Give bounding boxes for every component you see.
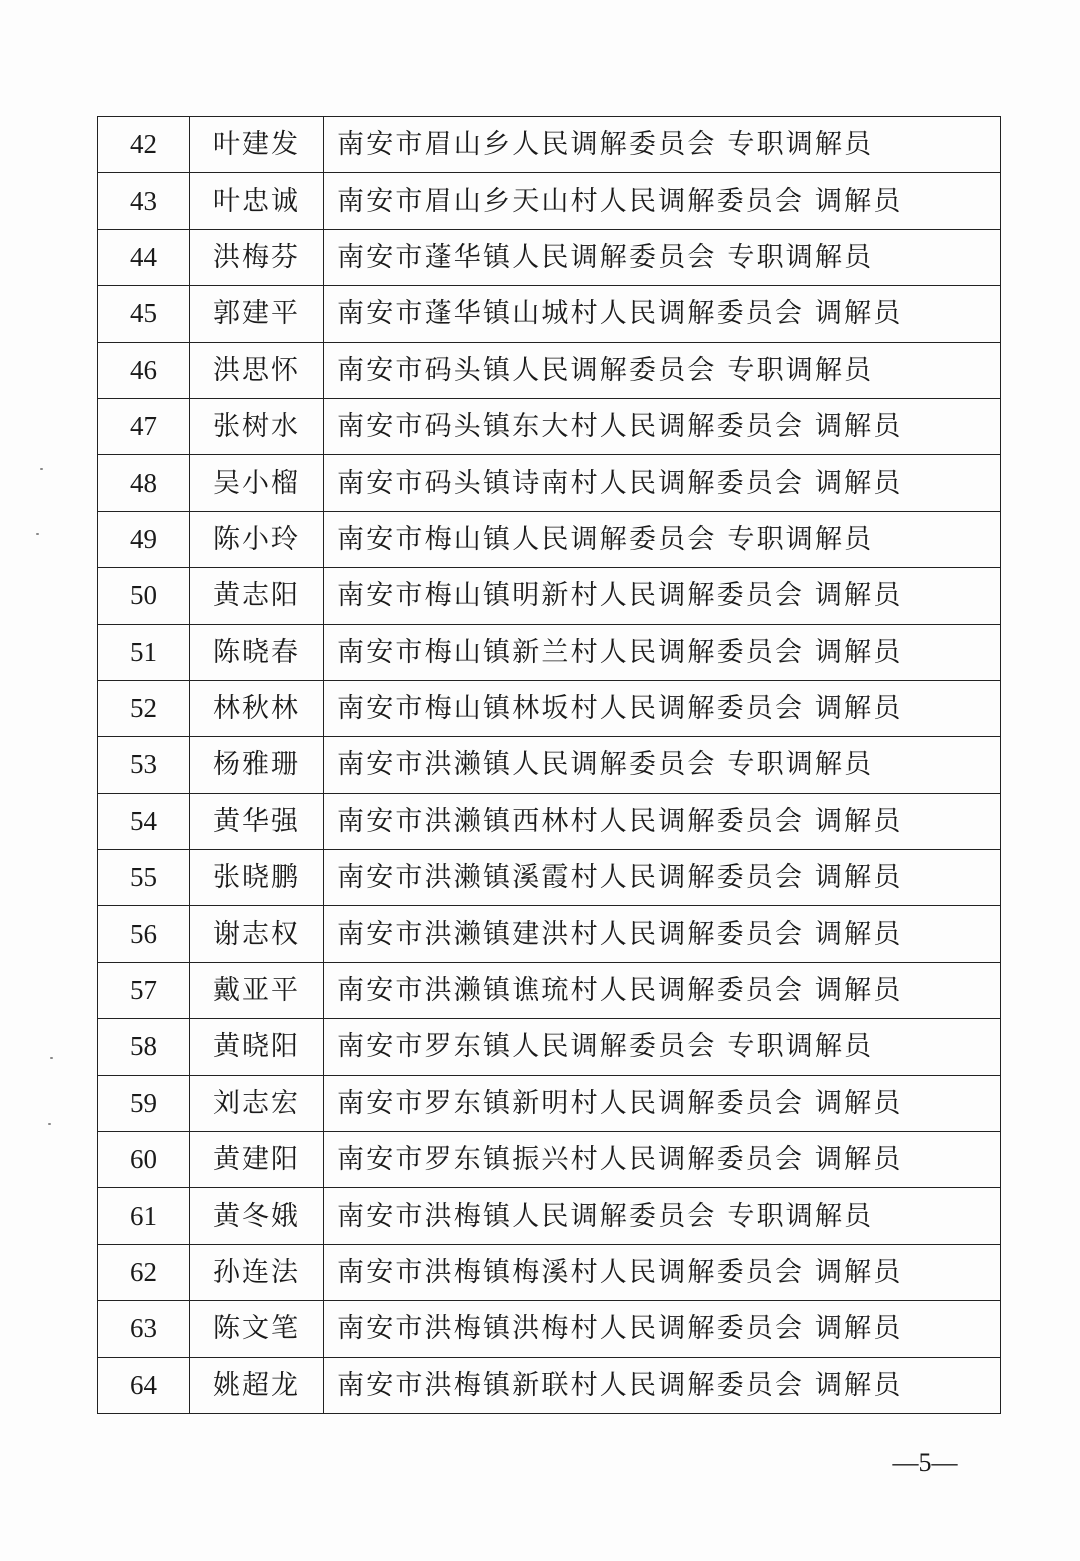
table-row bbox=[98, 1301, 1001, 1357]
mediator-name-cell: 林秋林 bbox=[190, 680, 324, 736]
mediator-name-cell: 谢志权 bbox=[190, 906, 324, 962]
table-row bbox=[98, 455, 1001, 511]
roster-body bbox=[98, 117, 1001, 1414]
organization-role-cell: 南安市洪梅镇梅溪村人民调解委员会 调解员 bbox=[324, 1244, 1001, 1300]
mediator-name-cell: 叶建发 bbox=[190, 117, 324, 173]
row-number-cell: 63 bbox=[98, 1301, 190, 1357]
table-row bbox=[98, 737, 1001, 793]
mediator-name-cell: 吴小榴 bbox=[190, 455, 324, 511]
row-number-cell: 48 bbox=[98, 455, 190, 511]
row-number-cell: 50 bbox=[98, 568, 190, 624]
organization-role-cell: 南安市眉山乡人民调解委员会 专职调解员 bbox=[324, 117, 1001, 173]
table-row bbox=[98, 342, 1001, 398]
organization-role-cell: 南安市罗东镇新明村人民调解委员会 调解员 bbox=[324, 1075, 1001, 1131]
scan-speck bbox=[36, 533, 39, 535]
organization-role-cell: 南安市洪梅镇洪梅村人民调解委员会 调解员 bbox=[324, 1301, 1001, 1357]
table-row bbox=[98, 962, 1001, 1018]
row-number-cell: 45 bbox=[98, 286, 190, 342]
organization-role-cell: 南安市洪濑镇谯琉村人民调解委员会 调解员 bbox=[324, 962, 1001, 1018]
mediator-name-cell: 黄冬娥 bbox=[190, 1188, 324, 1244]
table-row bbox=[98, 229, 1001, 285]
mediator-name-cell: 陈晓春 bbox=[190, 624, 324, 680]
mediator-roster-table bbox=[97, 116, 1001, 1414]
mediator-name-cell: 姚超龙 bbox=[190, 1357, 324, 1413]
mediator-name-cell: 黄志阳 bbox=[190, 568, 324, 624]
organization-role-cell: 南安市码头镇诗南村人民调解委员会 调解员 bbox=[324, 455, 1001, 511]
organization-role-cell: 南安市洪濑镇溪霞村人民调解委员会 调解员 bbox=[324, 850, 1001, 906]
row-number-cell: 52 bbox=[98, 680, 190, 736]
organization-role-cell: 南安市洪濑镇建洪村人民调解委员会 调解员 bbox=[324, 906, 1001, 962]
table-row bbox=[98, 511, 1001, 567]
mediator-name-cell: 黄晓阳 bbox=[190, 1019, 324, 1075]
row-number-cell: 51 bbox=[98, 624, 190, 680]
row-number-cell: 64 bbox=[98, 1357, 190, 1413]
mediator-name-cell: 杨雅珊 bbox=[190, 737, 324, 793]
organization-role-cell: 南安市梅山镇林坂村人民调解委员会 调解员 bbox=[324, 680, 1001, 736]
scan-speck bbox=[50, 1057, 53, 1059]
scan-speck bbox=[48, 1123, 51, 1125]
table-row bbox=[98, 624, 1001, 680]
row-number-cell: 43 bbox=[98, 173, 190, 229]
row-number-cell: 61 bbox=[98, 1188, 190, 1244]
table-row bbox=[98, 850, 1001, 906]
organization-role-cell: 南安市梅山镇人民调解委员会 专职调解员 bbox=[324, 511, 1001, 567]
mediator-name-cell: 洪思怀 bbox=[190, 342, 324, 398]
organization-role-cell: 南安市罗东镇振兴村人民调解委员会 调解员 bbox=[324, 1132, 1001, 1188]
row-number-cell: 49 bbox=[98, 511, 190, 567]
table-row bbox=[98, 398, 1001, 454]
table-row bbox=[98, 286, 1001, 342]
table-row bbox=[98, 1132, 1001, 1188]
table-row bbox=[98, 1019, 1001, 1075]
row-number-cell: 47 bbox=[98, 398, 190, 454]
mediator-name-cell: 陈文笔 bbox=[190, 1301, 324, 1357]
table-row bbox=[98, 173, 1001, 229]
row-number-cell: 57 bbox=[98, 962, 190, 1018]
organization-role-cell: 南安市洪濑镇西林村人民调解委员会 调解员 bbox=[324, 793, 1001, 849]
row-number-cell: 54 bbox=[98, 793, 190, 849]
organization-role-cell: 南安市洪梅镇人民调解委员会 专职调解员 bbox=[324, 1188, 1001, 1244]
mediator-name-cell: 孙连法 bbox=[190, 1244, 324, 1300]
table-row bbox=[98, 1188, 1001, 1244]
table-row bbox=[98, 906, 1001, 962]
organization-role-cell: 南安市蓬华镇人民调解委员会 专职调解员 bbox=[324, 229, 1001, 285]
table-row bbox=[98, 680, 1001, 736]
mediator-name-cell: 郭建平 bbox=[190, 286, 324, 342]
mediator-name-cell: 叶忠诚 bbox=[190, 173, 324, 229]
row-number-cell: 62 bbox=[98, 1244, 190, 1300]
organization-role-cell: 南安市洪梅镇新联村人民调解委员会 调解员 bbox=[324, 1357, 1001, 1413]
table-row bbox=[98, 1075, 1001, 1131]
mediator-name-cell: 陈小玲 bbox=[190, 511, 324, 567]
mediator-name-cell: 张树水 bbox=[190, 398, 324, 454]
mediator-name-cell: 戴亚平 bbox=[190, 962, 324, 1018]
organization-role-cell: 南安市梅山镇明新村人民调解委员会 调解员 bbox=[324, 568, 1001, 624]
organization-role-cell: 南安市码头镇人民调解委员会 专职调解员 bbox=[324, 342, 1001, 398]
organization-role-cell: 南安市罗东镇人民调解委员会 专职调解员 bbox=[324, 1019, 1001, 1075]
organization-role-cell: 南安市蓬华镇山城村人民调解委员会 调解员 bbox=[324, 286, 1001, 342]
row-number-cell: 60 bbox=[98, 1132, 190, 1188]
table-row bbox=[98, 1244, 1001, 1300]
organization-role-cell: 南安市洪濑镇人民调解委员会 专职调解员 bbox=[324, 737, 1001, 793]
row-number-cell: 58 bbox=[98, 1019, 190, 1075]
mediator-name-cell: 洪梅芬 bbox=[190, 229, 324, 285]
row-number-cell: 44 bbox=[98, 229, 190, 285]
page-number: —5— bbox=[892, 1448, 958, 1477]
row-number-cell: 55 bbox=[98, 850, 190, 906]
organization-role-cell: 南安市眉山乡天山村人民调解委员会 调解员 bbox=[324, 173, 1001, 229]
row-number-cell: 46 bbox=[98, 342, 190, 398]
table-row bbox=[98, 1357, 1001, 1413]
mediator-name-cell: 黄华强 bbox=[190, 793, 324, 849]
mediator-name-cell: 刘志宏 bbox=[190, 1075, 324, 1131]
mediator-name-cell: 张晓鹏 bbox=[190, 850, 324, 906]
scan-speck bbox=[40, 468, 43, 470]
row-number-cell: 56 bbox=[98, 906, 190, 962]
row-number-cell: 59 bbox=[98, 1075, 190, 1131]
row-number-cell: 53 bbox=[98, 737, 190, 793]
table-row bbox=[98, 568, 1001, 624]
mediator-name-cell: 黄建阳 bbox=[190, 1132, 324, 1188]
organization-role-cell: 南安市码头镇东大村人民调解委员会 调解员 bbox=[324, 398, 1001, 454]
table-row bbox=[98, 117, 1001, 173]
organization-role-cell: 南安市梅山镇新兰村人民调解委员会 调解员 bbox=[324, 624, 1001, 680]
table-row bbox=[98, 793, 1001, 849]
row-number-cell: 42 bbox=[98, 117, 190, 173]
